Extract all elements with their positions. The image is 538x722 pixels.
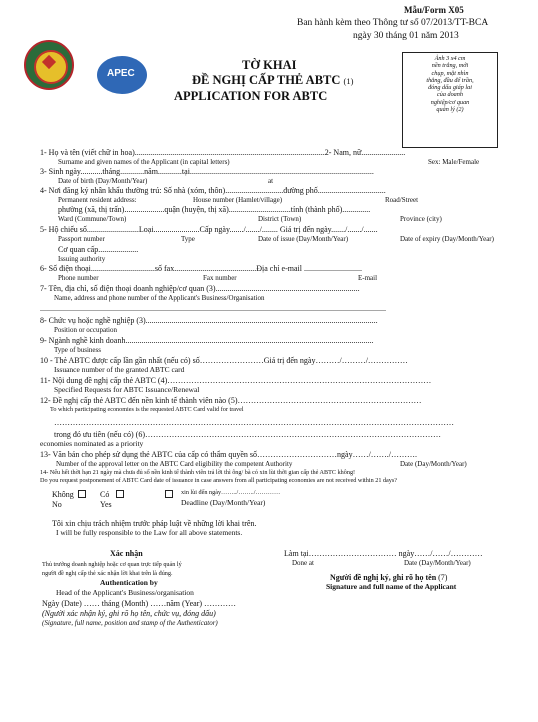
- form-line: E-mail: [358, 274, 378, 282]
- form-line: To which participating economies is the requested ABTC Card valid for travel: [50, 406, 244, 413]
- form-line: Specified Requests for ABTC Issuance/Renewal: [54, 385, 200, 394]
- form-line: Type of business: [54, 346, 101, 354]
- form-line: Phone number: [58, 274, 99, 282]
- form-line: trong đó ưu tiên (nếu có) (6)…………………………………………………………………………………………………: [54, 430, 441, 439]
- form-line: Do you request postponement of ABTC Card date of issuance in case answers from all participating economies are not received within 21 days?: [40, 477, 398, 484]
- form-line: District (Town): [258, 215, 302, 223]
- form-line: phường (xã, thị trấn)....................quận (huyện, thị xã)...............................tỉnh (thành phố)..............: [58, 205, 371, 214]
- form-line: Yes: [100, 500, 112, 509]
- form-number: Mẫu/Form X05: [404, 5, 464, 15]
- form-line: 1- Họ và tên (viết chữ in hoa)...............................................................................................2- Nam, nữ......................: [40, 148, 406, 157]
- form-line: Deadline (Day/Month/Year): [181, 498, 266, 507]
- form-line: Position or occupation: [54, 326, 117, 334]
- form-line: 4- Nơi đăng ký nhân khẩu thường trú: Số nhà (xóm, thôn).............................đường phố..................................: [40, 186, 386, 195]
- form-line: 12- Đề nghị cấp thẻ ABTC đến nền kinh tế thành viên nào (5)……………………………………………………………: [40, 396, 422, 405]
- form-line: 14- Nếu hết thời hạn 21 ngày mà chưa đủ số nền kinh tế thành viên trả lời thì ông/ bà có xin lùi thời gian cấp thẻ ABTC không!: [40, 469, 356, 476]
- form-line: .............................................................................................................................................................................: [40, 304, 386, 313]
- form-line: 10 - Thẻ ABTC được cấp lần gần nhất (nếu có) số……………………Giá trị đến ngày………/………/……………: [40, 356, 408, 365]
- form-line: Sex: Male/Female: [428, 158, 480, 166]
- form-line: Surname and given names of the Applicant (in capital letters): [58, 158, 230, 166]
- deadline-box[interactable]: [165, 490, 173, 498]
- photo-box: Ảnh 3 x4 cm nền trắng, mới chụp, mặt nhìn thẳng, đầu để trần, đóng dấu giáp lai của doanh nghiệp/cơ quan quản lý (2): [402, 52, 498, 148]
- form-line: Issuing authority: [58, 255, 106, 263]
- form-line: Number of the approval letter on the ABTC Card eligibility the competent Authority: [56, 460, 293, 468]
- form-line: Không: [52, 490, 74, 499]
- declaration-en: I will be fully responsible to the Law for all above statements.: [56, 528, 243, 537]
- form-line: economies nominated as a priority: [40, 439, 144, 448]
- declaration-vi: Tôi xin chịu trách nhiệm trước pháp luật về những lời khai trên.: [52, 519, 257, 528]
- form-line: Passport number: [58, 235, 105, 243]
- form-line: 8- Chức vụ hoặc nghề nghiệp (3)....................................................................................................................: [40, 316, 378, 325]
- form-title: TỜ KHAI ĐỀ NGHỊ CẤP THẺ ABTC (1) APPLICATION FOR ABTC: [174, 58, 354, 103]
- form-line: Issuance number of the granted ABTC card: [54, 365, 185, 374]
- form-line: Có: [100, 490, 110, 499]
- form-line: Road/Street: [385, 196, 419, 204]
- issued-with-text: Ban hành kèm theo Thông tư số 07/2013/TT-BCA: [297, 18, 489, 28]
- form-line: No: [52, 500, 62, 509]
- form-line: ……………………………………………………………………………………………………………………………………: [54, 418, 454, 427]
- form-line: Permanent resident address:: [58, 196, 137, 204]
- form-line: Fax number: [203, 274, 237, 282]
- police-emblem-icon: [24, 40, 74, 90]
- form-line: Date of issue (Day/Month/Year): [258, 235, 349, 243]
- issued-date-text: ngày 30 tháng 01 năm 2013: [353, 31, 459, 41]
- form-line: 7- Tên, địa chỉ, số điện thoại doanh nghiệp/cơ quan (3)........................................................................: [40, 284, 360, 293]
- form-line: Province (city): [400, 215, 442, 223]
- apec-logo-icon: APEC: [97, 56, 147, 94]
- form-line: Ward (Commune/Town): [58, 215, 127, 223]
- form-line: 11- Nội dung đề nghị cấp thẻ ABTC (4)………………………………………………………………………………………: [40, 376, 432, 385]
- form-line: xin lùi đến ngày……../……../…………: [181, 489, 281, 496]
- form-line: Name, address and phone number of the Applicant's Business/Organisation: [54, 294, 265, 302]
- form-line: 13- Văn bản cho phép sử dụng thẻ ABTC của cấp có thẩm quyền số…………………………ngày……/……./……….: [40, 450, 418, 459]
- form-line: 5- Hộ chiếu số..........................Loại.......................Cấp ngày......./......./........ Giá trị đến ngày......./......./.......: [40, 225, 378, 234]
- form-line: at: [268, 177, 274, 185]
- no-checkbox[interactable]: [78, 490, 86, 498]
- form-line: Cơ quan cấp....................: [58, 245, 139, 254]
- form-line: House number (Hamlet/village): [193, 196, 283, 204]
- yes-checkbox[interactable]: [116, 490, 124, 498]
- form-line: 6- Số điện thoại................................số fax.........................................Địa chỉ e-mail .............................: [40, 264, 362, 273]
- form-line: 9- Ngành nghề kinh doanh............................................................................................................................: [40, 336, 374, 345]
- form-line: 3- Sinh ngày...........tháng............năm............tại............................................................................................: [40, 167, 374, 176]
- form-line: Date (Day/Month/Year): [400, 460, 467, 468]
- form-line: Date of expiry (Day/Month/Year): [400, 235, 494, 243]
- form-line: Type: [181, 235, 195, 243]
- form-line: Date of birth (Day/Month/Year): [58, 177, 148, 185]
